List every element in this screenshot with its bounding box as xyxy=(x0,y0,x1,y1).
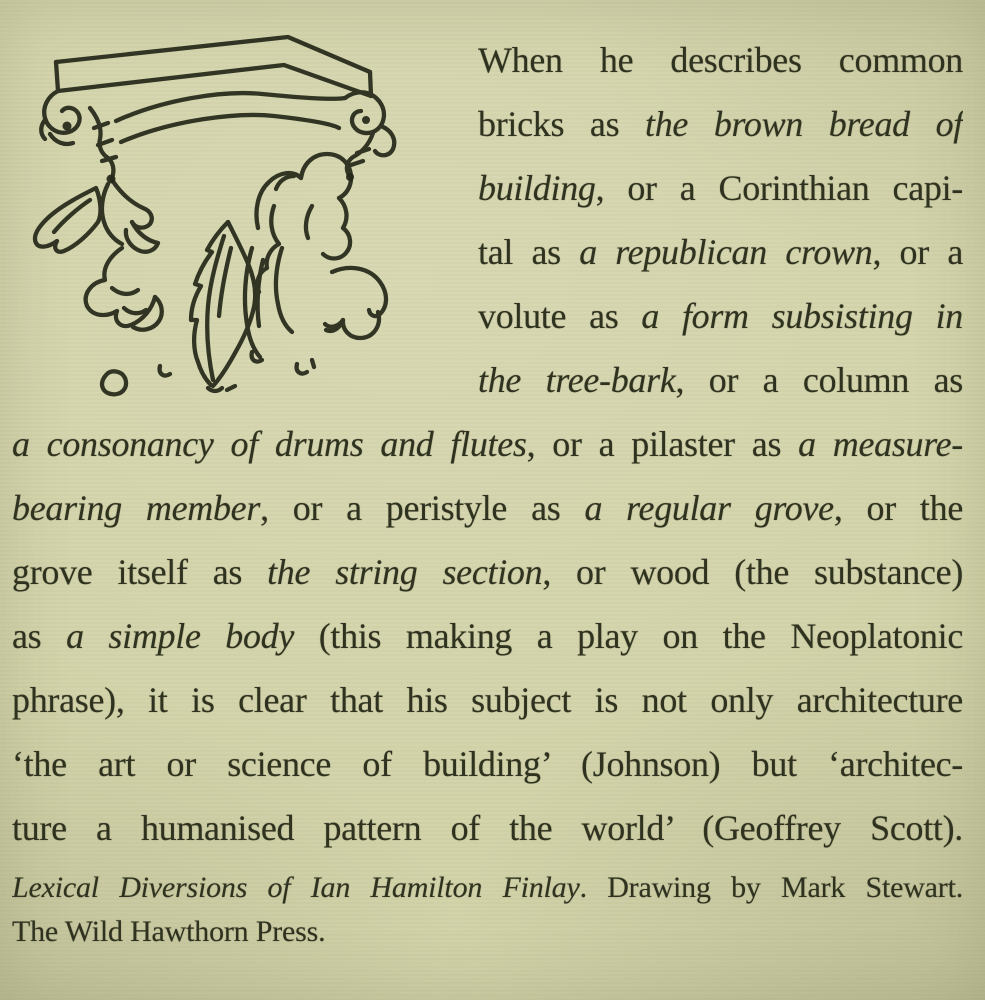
text-segment: volute as xyxy=(478,296,642,336)
text-segment: , or a xyxy=(872,232,963,272)
text-segment: . Drawing by Mark Stewart. xyxy=(579,871,963,904)
text-line xyxy=(478,28,963,92)
text-line xyxy=(478,284,963,348)
italic-phrase: a measure- xyxy=(798,424,963,464)
text-line xyxy=(478,220,963,284)
italic-phrase: a simple body xyxy=(66,616,295,656)
italic-phrase: the string section xyxy=(267,552,543,592)
text-segment: ture a humanised pattern of the world’ (Geoffrey Scott). xyxy=(12,808,963,848)
text-segment: (this making a play on the Neoplatonic xyxy=(294,616,963,656)
text-segment: , or the xyxy=(833,488,963,528)
italic-phrase: a regular grove xyxy=(584,488,834,528)
text-segment: , or a pilaster as xyxy=(526,424,799,464)
italic-phrase: a consonancy of drums and flutes xyxy=(12,424,527,464)
text-line xyxy=(12,866,963,910)
text-line xyxy=(12,540,963,604)
text-line xyxy=(478,92,963,156)
text-line xyxy=(478,348,963,412)
text-segment: bricks as xyxy=(478,104,646,144)
text-segment: tal as xyxy=(478,232,580,272)
italic-phrase: bearing member xyxy=(12,488,261,528)
text-line xyxy=(12,476,963,540)
text-segment: , or a peristyle as xyxy=(260,488,585,528)
text-segment: When he describes common xyxy=(478,40,963,80)
text-line xyxy=(12,732,963,796)
text-segment: grove itself as xyxy=(12,552,268,592)
text-line xyxy=(478,156,963,220)
italic-phrase: building xyxy=(478,168,596,208)
text-line xyxy=(12,910,963,954)
text-segment: The Wild Hawthorn Press. xyxy=(12,915,326,948)
text-segment: , or wood (the substance) xyxy=(542,552,963,592)
corinthian-capital-drawing xyxy=(12,8,478,408)
text-segment: phrase), it is clear that his subject is not only architecture xyxy=(12,680,963,720)
text-segment: as xyxy=(12,616,67,656)
text-segment: ‘the art or science of building’ (Johnson) but ‘architec- xyxy=(12,744,963,784)
text-line xyxy=(12,668,963,732)
text-line xyxy=(12,412,963,476)
italic-phrase: the tree-bark xyxy=(478,360,676,400)
corinthian-capital-sketch-svg xyxy=(12,8,478,408)
italic-phrase: the brown bread of xyxy=(645,104,963,144)
italic-phrase: Lexical Diversions of Ian Hamilton Finlay xyxy=(12,871,580,904)
text-line xyxy=(12,796,963,860)
italic-phrase: a republican crown xyxy=(579,232,873,272)
text-line xyxy=(12,604,963,668)
text-segment: , or a Corinthian capi- xyxy=(595,168,963,208)
caption xyxy=(12,866,963,954)
text-segment: , or a column as xyxy=(675,360,963,400)
italic-phrase: a form subsisting in xyxy=(641,296,963,336)
